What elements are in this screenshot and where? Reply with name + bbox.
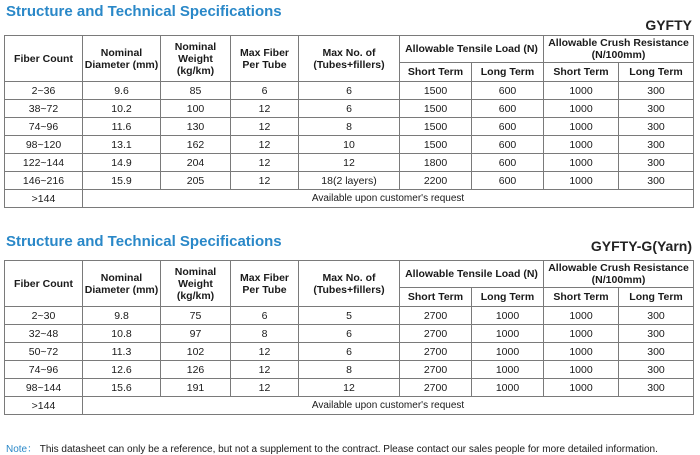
crush-short-term-cell: 1000 <box>544 154 619 172</box>
header-crush-long-term: Long Term <box>619 288 694 307</box>
header-tensile-long-term: Long Term <box>472 63 544 82</box>
crush-short-term-cell: 1000 <box>544 82 619 100</box>
fiber-count-cell: 2~36 <box>5 82 83 100</box>
max-tubes-cell: 8 <box>299 361 400 379</box>
tensile-short-term-cell: 2700 <box>400 307 472 325</box>
header-nominal-diameter: Nominal Diameter (mm) <box>83 261 161 307</box>
max-tubes-cell: 6 <box>299 343 400 361</box>
model-name: GYFTY-G(Yarn) <box>590 238 692 254</box>
header-max-fiber-per-tube: Max Fiber Per Tube <box>231 261 299 307</box>
spec-table <box>4 260 694 415</box>
header-tensile-short-term: Short Term <box>400 63 472 82</box>
fiber-count-cell: 32~48 <box>5 325 83 343</box>
fiber-count-cell: 50~72 <box>5 343 83 361</box>
fiber-count-cell: 74~96 <box>5 361 83 379</box>
header-crush-resistance: Allowable Crush Resistance (N/100mm) <box>544 36 694 63</box>
table-body <box>5 82 694 190</box>
nominal-diameter-cell: 10.8 <box>83 325 161 343</box>
crush-short-term-cell: 1000 <box>544 325 619 343</box>
max-fiber-per-tube-cell: 12 <box>231 172 299 190</box>
table-row <box>5 361 694 379</box>
nominal-weight-cell: 75 <box>161 307 231 325</box>
nominal-weight-cell: 191 <box>161 379 231 397</box>
header-tensile-load: Allowable Tensile Load (N) <box>400 261 544 288</box>
tensile-long-term-cell: 1000 <box>472 379 544 397</box>
crush-long-term-cell: 300 <box>619 118 694 136</box>
crush-long-term-cell: 300 <box>619 361 694 379</box>
tensile-long-term-cell: 600 <box>472 172 544 190</box>
nominal-diameter-cell: 11.3 <box>83 343 161 361</box>
nominal-weight-cell: 97 <box>161 325 231 343</box>
tensile-long-term-cell: 600 <box>472 82 544 100</box>
spec-table <box>4 35 694 208</box>
tensile-short-term-cell: 2700 <box>400 379 472 397</box>
tensile-long-term-cell: 600 <box>472 100 544 118</box>
max-fiber-per-tube-cell: 12 <box>231 379 299 397</box>
fiber-count-cell: >144 <box>5 190 83 208</box>
model-name: GYFTY <box>645 17 692 33</box>
header-nominal-weight: Nominal Weight (kg/km) <box>161 261 231 307</box>
max-fiber-per-tube-cell: 12 <box>231 343 299 361</box>
fiber-count-cell: 122~144 <box>5 154 83 172</box>
nominal-diameter-cell: 12.6 <box>83 361 161 379</box>
header-max-tubes: Max No. of (Tubes+fillers) <box>299 36 400 82</box>
fiber-count-cell: >144 <box>5 397 83 415</box>
crush-short-term-cell: 1000 <box>544 136 619 154</box>
request-note-cell: Available upon customer's request <box>83 190 694 208</box>
crush-long-term-cell: 300 <box>619 82 694 100</box>
table-row <box>5 82 694 100</box>
max-fiber-per-tube-cell: 12 <box>231 361 299 379</box>
fiber-count-cell: 146~216 <box>5 172 83 190</box>
tensile-short-term-cell: 2200 <box>400 172 472 190</box>
table-body <box>5 307 694 397</box>
nominal-weight-cell: 102 <box>161 343 231 361</box>
header-tensile-short-term: Short Term <box>400 288 472 307</box>
fiber-count-cell: 98~144 <box>5 379 83 397</box>
max-tubes-cell: 5 <box>299 307 400 325</box>
crush-short-term-cell: 1000 <box>544 100 619 118</box>
header-crush-short-term: Short Term <box>544 63 619 82</box>
table-row <box>5 379 694 397</box>
crush-long-term-cell: 300 <box>619 136 694 154</box>
tensile-long-term-cell: 1000 <box>472 325 544 343</box>
tensile-short-term-cell: 1500 <box>400 136 472 154</box>
table-row-request <box>5 190 694 208</box>
max-tubes-cell: 8 <box>299 118 400 136</box>
tensile-short-term-cell: 1500 <box>400 82 472 100</box>
header-max-fiber-per-tube: Max Fiber Per Tube <box>231 36 299 82</box>
header-crush-long-term: Long Term <box>619 63 694 82</box>
crush-short-term-cell: 1000 <box>544 379 619 397</box>
section-title: Structure and Technical Specifications <box>6 3 282 20</box>
nominal-diameter-cell: 9.8 <box>83 307 161 325</box>
tensile-short-term-cell: 1800 <box>400 154 472 172</box>
nominal-weight-cell: 130 <box>161 118 231 136</box>
max-tubes-cell: 12 <box>299 154 400 172</box>
header-fiber-count: Fiber Count <box>5 36 83 82</box>
fiber-count-cell: 98~120 <box>5 136 83 154</box>
tensile-long-term-cell: 1000 <box>472 361 544 379</box>
nominal-diameter-cell: 15.6 <box>83 379 161 397</box>
table-row <box>5 172 694 190</box>
max-tubes-cell: 6 <box>299 82 400 100</box>
tensile-long-term-cell: 1000 <box>472 343 544 361</box>
max-tubes-cell: 6 <box>299 325 400 343</box>
tensile-long-term-cell: 600 <box>472 118 544 136</box>
crush-short-term-cell: 1000 <box>544 118 619 136</box>
max-fiber-per-tube-cell: 12 <box>231 100 299 118</box>
tensile-short-term-cell: 1500 <box>400 118 472 136</box>
max-fiber-per-tube-cell: 12 <box>231 136 299 154</box>
footnote-text: This datasheet can only be a reference, but not a supplement to the contract. Please contact our sales people for more detailed information. <box>39 444 658 455</box>
nominal-diameter-cell: 15.9 <box>83 172 161 190</box>
tensile-short-term-cell: 2700 <box>400 325 472 343</box>
fiber-count-cell: 2~30 <box>5 307 83 325</box>
footnote <box>6 440 658 455</box>
fiber-count-cell: 74~96 <box>5 118 83 136</box>
header-nominal-diameter: Nominal Diameter (mm) <box>83 36 161 82</box>
tensile-long-term-cell: 1000 <box>472 307 544 325</box>
section-title: Structure and Technical Specifications <box>6 233 282 250</box>
tensile-short-term-cell: 2700 <box>400 361 472 379</box>
crush-short-term-cell: 1000 <box>544 361 619 379</box>
header-tensile-long-term: Long Term <box>472 288 544 307</box>
crush-long-term-cell: 300 <box>619 154 694 172</box>
crush-short-term-cell: 1000 <box>544 343 619 361</box>
max-fiber-per-tube-cell: 6 <box>231 307 299 325</box>
nominal-weight-cell: 205 <box>161 172 231 190</box>
header-nominal-weight: Nominal Weight (kg/km) <box>161 36 231 82</box>
max-fiber-per-tube-cell: 6 <box>231 82 299 100</box>
tensile-long-term-cell: 600 <box>472 154 544 172</box>
table-row <box>5 343 694 361</box>
table-row <box>5 118 694 136</box>
request-note-cell: Available upon customer's request <box>83 397 694 415</box>
nominal-diameter-cell: 14.9 <box>83 154 161 172</box>
max-tubes-cell: 18(2 layers) <box>299 172 400 190</box>
nominal-weight-cell: 126 <box>161 361 231 379</box>
tensile-long-term-cell: 600 <box>472 136 544 154</box>
table-row-request <box>5 397 694 415</box>
crush-long-term-cell: 300 <box>619 100 694 118</box>
nominal-diameter-cell: 13.1 <box>83 136 161 154</box>
table-row <box>5 100 694 118</box>
crush-long-term-cell: 300 <box>619 379 694 397</box>
header-crush-short-term: Short Term <box>544 288 619 307</box>
header-fiber-count: Fiber Count <box>5 261 83 307</box>
max-fiber-per-tube-cell: 12 <box>231 118 299 136</box>
crush-short-term-cell: 1000 <box>544 172 619 190</box>
nominal-diameter-cell: 10.2 <box>83 100 161 118</box>
max-tubes-cell: 6 <box>299 100 400 118</box>
max-fiber-per-tube-cell: 8 <box>231 325 299 343</box>
nominal-diameter-cell: 11.6 <box>83 118 161 136</box>
table-row <box>5 154 694 172</box>
header-tensile-load: Allowable Tensile Load (N) <box>400 36 544 63</box>
tensile-short-term-cell: 2700 <box>400 343 472 361</box>
header-crush-resistance: Allowable Crush Resistance (N/100mm) <box>544 261 694 288</box>
header-max-tubes: Max No. of (Tubes+fillers) <box>299 261 400 307</box>
max-tubes-cell: 12 <box>299 379 400 397</box>
crush-long-term-cell: 300 <box>619 325 694 343</box>
fiber-count-cell: 38~72 <box>5 100 83 118</box>
nominal-diameter-cell: 9.6 <box>83 82 161 100</box>
nominal-weight-cell: 162 <box>161 136 231 154</box>
max-tubes-cell: 10 <box>299 136 400 154</box>
nominal-weight-cell: 100 <box>161 100 231 118</box>
footnote-label: Note： <box>6 444 38 455</box>
crush-long-term-cell: 300 <box>619 307 694 325</box>
crush-short-term-cell: 1000 <box>544 307 619 325</box>
crush-long-term-cell: 300 <box>619 172 694 190</box>
max-fiber-per-tube-cell: 12 <box>231 154 299 172</box>
crush-long-term-cell: 300 <box>619 343 694 361</box>
nominal-weight-cell: 204 <box>161 154 231 172</box>
nominal-weight-cell: 85 <box>161 82 231 100</box>
table-row <box>5 325 694 343</box>
table-row <box>5 307 694 325</box>
table-row <box>5 136 694 154</box>
tensile-short-term-cell: 1500 <box>400 100 472 118</box>
